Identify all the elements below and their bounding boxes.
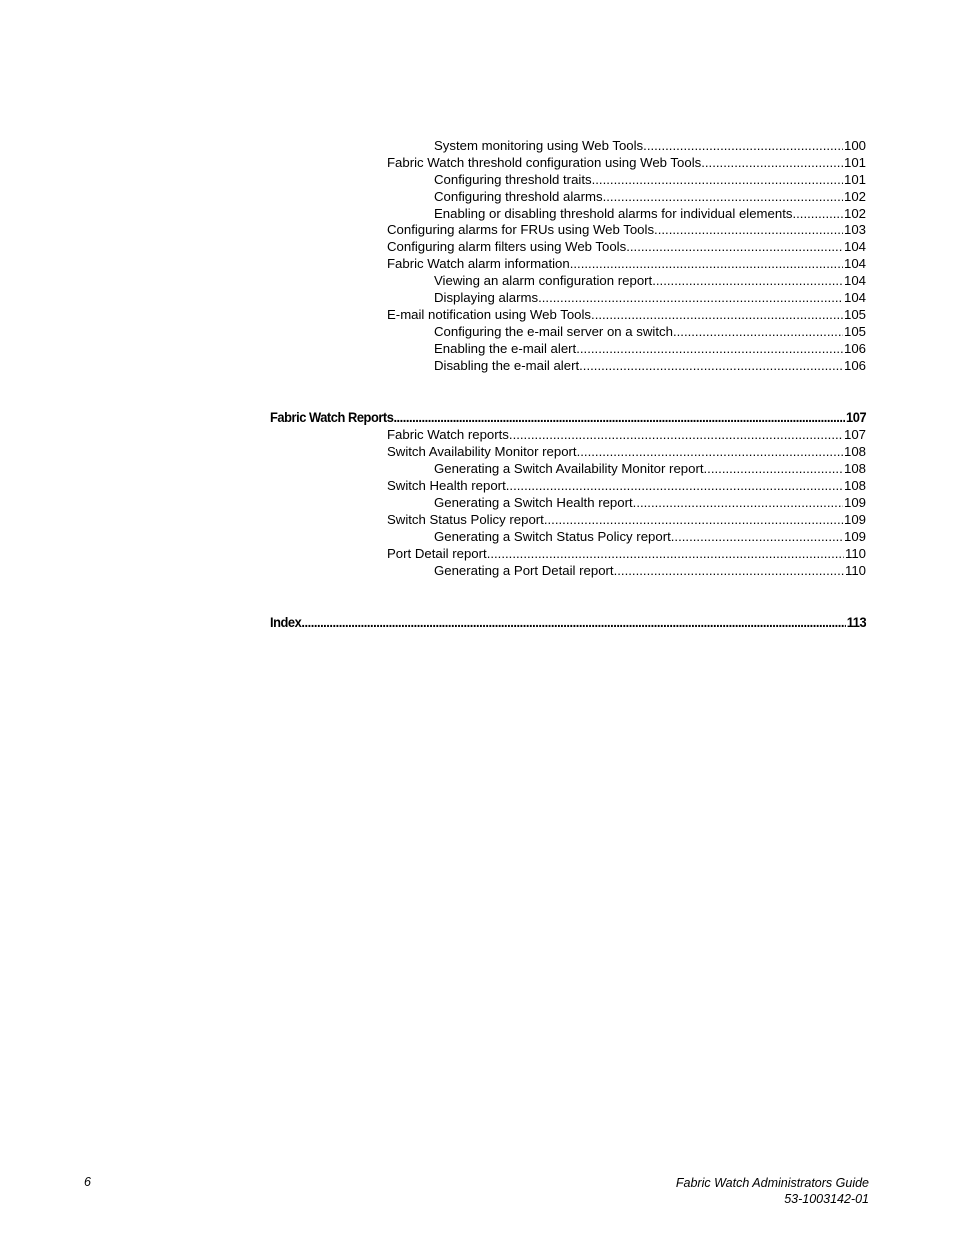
toc-entry[interactable] (270, 239, 866, 256)
toc-entry-page: 104 (843, 239, 866, 255)
toc-entry[interactable] (270, 529, 866, 546)
toc-entry[interactable] (270, 444, 866, 461)
toc-entry[interactable] (270, 563, 866, 580)
toc-entry[interactable] (270, 512, 866, 529)
toc-entry-page: 102 (843, 188, 866, 204)
toc-entry-page: 100 (843, 138, 866, 153)
toc-entry-title: Generating a Switch Status Policy report (434, 528, 671, 544)
toc-chapter-title: Index (270, 614, 302, 631)
toc-entry-title: Switch Health report (387, 478, 506, 494)
toc-entry[interactable] (270, 307, 866, 324)
toc-entry-page: 104 (843, 290, 866, 306)
toc-leader (577, 444, 843, 461)
toc-leader (792, 206, 843, 223)
footer-doc-info (676, 1175, 869, 1207)
toc-leader (654, 222, 843, 239)
toc-entry-title: Fabric Watch reports (387, 427, 509, 443)
toc-chapter-fabric-watch-reports[interactable] (270, 408, 866, 427)
toc-entry[interactable] (270, 189, 866, 206)
toc-entry-page: 104 (843, 256, 866, 272)
toc-leader (614, 563, 844, 580)
toc-entry-title: Generating a Port Detail report (434, 562, 614, 578)
footer-doc-title: Fabric Watch Administrators Guide (675, 1176, 869, 1190)
toc-entry[interactable] (270, 461, 866, 478)
toc-leader (633, 495, 843, 512)
toc-entry-page: 108 (843, 478, 866, 494)
toc-entry[interactable] (270, 138, 866, 155)
toc-leader (576, 341, 843, 358)
toc-leader (643, 138, 843, 155)
toc-entry-title: Switch Status Policy report (387, 511, 544, 527)
toc-chapter-page: 107 (846, 409, 867, 426)
toc-section-web-tools (270, 138, 866, 374)
toc-entry-title: Configuring the e-mail server on a switch (434, 323, 673, 339)
toc-entry-title: Enabling or disabling threshold alarms for individual elements (434, 205, 793, 221)
toc-entry[interactable] (270, 172, 866, 189)
toc-entry-title: Generating a Switch Availability Monitor report (434, 461, 704, 477)
toc-entry-title: Port Detail report (387, 545, 487, 561)
toc-entry-page: 105 (843, 306, 866, 322)
toc-entry-page: 110 (844, 562, 866, 578)
toc-entry-page: 109 (843, 495, 866, 511)
toc-entry[interactable] (270, 222, 866, 239)
toc-chapter-page: 113 (846, 614, 867, 631)
toc-leader (509, 427, 843, 444)
toc-entry-title: Configuring alarms for FRUs using Web Tools (387, 222, 655, 238)
toc-leader (626, 239, 843, 256)
toc-entry-title: Disabling the e-mail alert (434, 357, 580, 373)
toc-leader (301, 613, 845, 632)
toc-leader (538, 290, 843, 307)
toc-entry-title: Fabric Watch alarm information (387, 256, 570, 272)
toc-entry[interactable] (270, 546, 866, 563)
toc-leader (701, 155, 843, 172)
toc-leader (673, 324, 843, 341)
table-of-contents (270, 138, 866, 632)
toc-leader (591, 307, 843, 324)
toc-chapter-title: Fabric Watch Reports (270, 409, 394, 426)
toc-entry[interactable] (270, 256, 866, 273)
toc-entry[interactable] (270, 478, 866, 495)
toc-leader (393, 408, 845, 427)
toc-entry-page: 105 (843, 323, 866, 339)
toc-leader (671, 529, 843, 546)
toc-leader (570, 256, 843, 273)
toc-entry-title: Generating a Switch Health report (434, 495, 633, 511)
toc-entry-page: 110 (844, 545, 866, 561)
toc-entry-title: E-mail notification using Web Tools (387, 306, 592, 322)
toc-entry[interactable] (270, 495, 866, 512)
toc-section-reports (270, 427, 866, 579)
toc-entry-title: Fabric Watch threshold configuration using Web Tools (387, 154, 702, 170)
toc-entry[interactable] (270, 155, 866, 172)
toc-entry-page: 108 (843, 444, 866, 460)
toc-entry[interactable] (270, 290, 866, 307)
toc-entry-page: 104 (843, 273, 866, 289)
toc-entry-title: Enabling the e-mail alert (434, 340, 577, 356)
toc-entry-page: 109 (843, 528, 866, 544)
toc-leader (506, 478, 843, 495)
toc-entry-title: Configuring alarm filters using Web Tools (387, 239, 627, 255)
toc-entry[interactable] (270, 206, 866, 223)
toc-chapter-index[interactable] (270, 613, 866, 632)
toc-entry-page: 101 (843, 154, 866, 170)
toc-leader (592, 172, 843, 189)
toc-entry-page: 106 (843, 340, 866, 356)
toc-entry[interactable] (270, 427, 866, 444)
toc-entry-page: 106 (843, 357, 866, 373)
toc-leader (579, 358, 843, 375)
toc-entry-title: Switch Availability Monitor report (387, 444, 577, 460)
toc-entry[interactable] (270, 341, 866, 358)
toc-leader (603, 189, 843, 206)
toc-entry-title: Displaying alarms (434, 290, 539, 306)
footer-doc-number: 53-1003142-01 (784, 1192, 869, 1206)
toc-entry-title: Configuring threshold traits (434, 171, 592, 187)
toc-entry-page: 109 (843, 511, 866, 527)
toc-entry-title: System monitoring using Web Tools (434, 138, 644, 153)
toc-entry[interactable] (270, 273, 866, 290)
footer-page-number: 6 (84, 1175, 91, 1189)
toc-leader (704, 461, 843, 478)
toc-entry-page: 101 (843, 171, 866, 187)
toc-leader (652, 273, 843, 290)
toc-entry[interactable] (270, 324, 866, 341)
toc-entry-title: Viewing an alarm configuration report (434, 273, 653, 289)
toc-entry-page: 108 (843, 461, 866, 477)
toc-entry-page: 102 (843, 205, 866, 221)
toc-entry-page: 107 (843, 427, 866, 443)
toc-entry[interactable] (270, 358, 866, 375)
toc-leader (544, 512, 843, 529)
toc-leader (487, 546, 844, 563)
toc-entry-title: Configuring threshold alarms (434, 188, 603, 204)
toc-entry-page: 103 (843, 222, 866, 238)
